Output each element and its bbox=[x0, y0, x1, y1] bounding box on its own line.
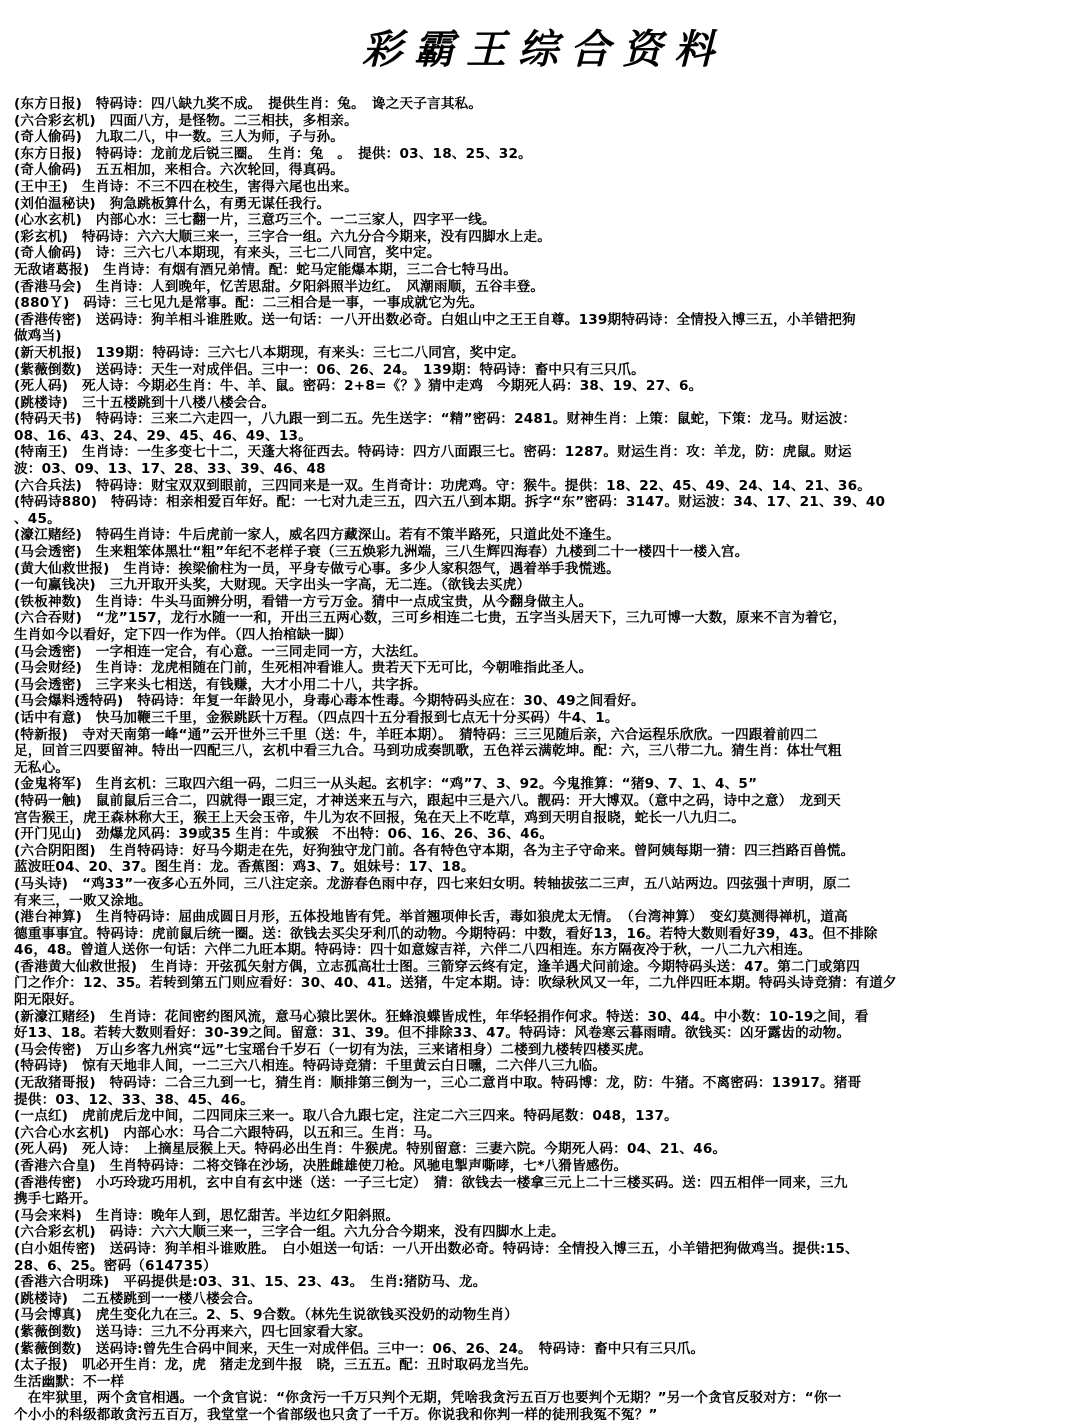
text-line: (香港马会) 生肖诗：人到晚年，忆苦思甜。夕阳斜照半边红。 风潮雨顺，五谷丰登。 bbox=[14, 278, 545, 295]
text-line: (马头诗) “鸡33”一夜多心五外同，三八注定亲。龙游春色雨中存，四七来妇女明。转轴拔弦二三声，五八站两边。四弦强十声明，原二 bbox=[14, 875, 851, 892]
text-line: 生肖如今以看好，定下四一作为伴。（四人抬棺缺一脚） bbox=[14, 627, 353, 643]
text-line: 门之作介：12、35。若转到第五门则应看好：30、40、41。送猪，牛定本期。诗：吹绿秋风又一年，二九伴四旺本期。特码头诗竞猜：有道夕 bbox=[14, 975, 897, 992]
text-line: 无敌诸葛报) 生肖诗：有烟有酒兄弟情。配：蛇马定能爆本期，三二合七特马出。 bbox=[14, 261, 517, 278]
text-line: (特码天书) 特码诗：三来二六走四一，八九跟一到二五。先生送字：“精”密码：2481。财神生肖：上策：鼠蛇，下策：龙马。财运波： bbox=[14, 411, 857, 428]
text-line: (话中有意) 快马加鞭三千里，金猴跳跃十万程。（四点四十五分看报到七点无十分买码）牛4、1。 bbox=[14, 709, 619, 726]
text-line: (特新报) 寺对天南第一峰“通”云开世外三千里（送：牛，羊旺本期）。 猜特码：三三见随后亲，六合运程乐欣欣。一四跟着前四二 bbox=[14, 726, 818, 743]
text-line: (六合兵法) 特码诗：财宝双双到眼前，三四同来是一双。生肖奇计：功虎鸡。守：猴牛。提供：18、22、45、49、24、14、21、36。 bbox=[14, 477, 872, 494]
text-line: 28、6、25。密码（614735） bbox=[14, 1257, 217, 1274]
text-line: (奇人偷码) 诗：三六七八本期现，有来头，三七二八同宫，奖中定。 bbox=[14, 245, 441, 262]
text-line: (六合吞财) “龙”157，龙行水随一一和，开出三五两心数，三可乡相连二七贵，五字当头居天下，三九可博一大数，原来不言为着它， bbox=[14, 610, 847, 627]
text-line: (紫薇倒数) 送马诗：三九不分再来六，四七回家看大家。 bbox=[14, 1323, 372, 1340]
text-line: 好13、18。若转大数则看好：30-39之间。留意：31、39。但不排除33、47。特码诗：风卷寒云暮雨晴。欲钱买：凶牙露齿的动物。 bbox=[14, 1025, 851, 1042]
text-line: (马会透密) 一字相连一定合，有心意。一三同走同一方，大法红。 bbox=[14, 643, 427, 660]
text-line: (马会透密) 生来粗笨体黑壮“粗”年纪不老样子衰（三五焕彩九洲端，三八生辉四海春）九楼到二十一楼四十一楼入宫。 bbox=[14, 544, 749, 561]
text-line: (香港传密) 送码诗：狗羊相斗谁胜败。送一句话：一八开出数必奇。白姐山中之王王自尊。139期特码诗：全情投入博三五，小羊错把狗 bbox=[14, 311, 856, 328]
text-line: (铁板神数) 生肖诗：牛头马面辨分明，看错一方亏万金。猜中一点成宝贵，从今翻身做主人。 bbox=[14, 593, 593, 610]
text-line: 阳无限好。 bbox=[14, 992, 83, 1009]
page-title: 彩霸王综合资料 bbox=[362, 26, 726, 73]
text-line: (死人码) 死人诗： 上摘星辰猴上天。特码必出生肖：牛猴虎。特别留意：三妻六院。今期死人码：04、21、46。 bbox=[14, 1141, 727, 1158]
text-line: (新天机报) 139期：特码诗：三六七八本期现，有来头：三七二八同宫，奖中定。 bbox=[14, 344, 525, 361]
text-line: (死人码) 死人诗：今期必生肖：牛、羊、鼠。密码：2+8=《？》猜中走鸡 今期死人码：38、19、27、6。 bbox=[14, 378, 703, 395]
text-line: (特码诗) 惊有天地非人间，一二三六八相连。特码诗竞猜：千里黄云白日曛，二六伴八三九临。 bbox=[14, 1058, 607, 1075]
text-line: 个小小的科级都敢贪污五百万，我堂堂一个省部级也只贪了一千万。你说我和你判一样的徒刑我冤不冤？” bbox=[14, 1406, 658, 1423]
text-line: 在牢狱里，两个贪官相遇。一个贪官说：“你贪污一千万只判个无期，凭啥我贪污五百万也要判个无期？”另一个贪官反驳对方：“你一 bbox=[14, 1390, 842, 1407]
text-line: (马会爆料透特码) 特码诗：年复一年龄见小，身毒心毒本性毒。今期特码头应在：30、49之间看好。 bbox=[14, 693, 645, 710]
text-line: (跳楼诗) 三十五楼跳到十八楼八楼会合。 bbox=[14, 394, 276, 411]
text-line: 波：03、09、13、17、28、33、39、46、48 bbox=[14, 461, 326, 478]
text-line: (马会财经) 生肖诗：龙虎相随在门前，生死相冲看谁人。贵若天下无可比，今朝唯指此圣人。 bbox=[14, 660, 593, 677]
text-line: (六合彩玄机) 码诗：六六大顺三来一，三字合一组。六九分合今期来，没有四脚水上走。 bbox=[14, 1224, 565, 1241]
text-line: 蓝波旺04、20、37。图生肖：龙。香蕉图：鸡3、7。姐妹号：17、18。 bbox=[14, 859, 475, 876]
text-line: 08、16、43、24、29、45、46、49、13。 bbox=[14, 427, 312, 444]
text-line: (心水玄机) 内部心水：三七翻一片，三意巧三个。一二三家人，四字平一线。 bbox=[14, 212, 496, 229]
text-line: (一句赢钱决) 三九开取开头奖，大财现。天字出头一字高，无二连。（欲钱去买虎） bbox=[14, 577, 531, 594]
text-line: (跳楼诗) 二五楼跳到一一楼八楼会合。 bbox=[14, 1290, 262, 1307]
text-line: (开门见山) 劲爆龙风码：39或35 生肖：牛或猴 不出特：06、16、26、36、46。 bbox=[14, 826, 554, 843]
text-line: 有来三，一败又涂地。 bbox=[14, 892, 152, 909]
text-line: (太子报) 叽必开生肖：龙，虎 猪走龙到牛报 晓，三五五。配：丑时取码龙当先。 bbox=[14, 1357, 538, 1374]
text-line: 提供：03、12、33、38、45、46。 bbox=[14, 1091, 255, 1108]
text-line: (特码诗880) 特码诗：相亲相爱百年好。配：一七对九走三五，四六五八到本期。拆字“东”密码：3147。财运波：34、17、21、39、40 bbox=[14, 494, 886, 511]
text-line: (特码一触) 鼠前鼠后三合二，四就得一跟三定，才神送来五与六，跟起中三是六八。靓码：开大博双。（意中之码，诗中之意） 龙到天 bbox=[14, 792, 841, 809]
text-line: 宫告猴王，虎王森林称大王，猴王上天会玉帝，牛儿为农不回报，兔在天上不吃草，鸡到天明自报晓，蛇长一八九归二。 bbox=[14, 809, 746, 826]
text-line: (新濠江赌经) 生肖诗：花间密约图风流，意马心猿比罢休。狂蜂浪蝶皆成性，年华轻捐作何求。特送：30、44。中小数：10-19之间，看 bbox=[14, 1008, 869, 1025]
text-line: (香港六合明珠) 平码提供是:03、31、15、23、43。 生肖:猪防马、龙。 bbox=[14, 1274, 487, 1291]
text-line: (香港六合皇) 生肖特码诗：二将交锋在沙场，决胜雌雄使刀枪。风驰电掣声嘶哮，七*八猾皆感伤。 bbox=[14, 1158, 628, 1174]
text-line: (马会透密) 三字来头七相送，有钱赚，大才小用二十八，共字拆。 bbox=[14, 676, 427, 693]
text-line: (奇人偷码) 九取二八，中一数。三人为师，子与孙。 bbox=[14, 129, 345, 146]
text-line: (一点红) 虎前虎后龙中间，二四同床三来一。取八合九跟七定，注定二六三四来。特码尾数：048，137。 bbox=[14, 1108, 678, 1125]
text-line: 46，48。曾道人送你一句话：六伴二九旺本期。特码诗：四十如意嫁吉祥，六伴二八四相连。东方隔夜冷于秋，一八二九六相连。 bbox=[14, 942, 812, 959]
text-line: (马会传密) 万山乡客九州宾“远”七宝瑶台千岁石（一切有为法，三来诸相身）二楼到九楼转四楼买虎。 bbox=[14, 1041, 653, 1058]
text-line: 做鸡当) bbox=[14, 328, 62, 345]
text-line: 足，回首三四要留神。特出一四配三八，玄机中看三九合。马到功成奏凯歌，五色祥云满乾坤。配：六，三八带二九。猜生肖：体壮气粗 bbox=[14, 743, 842, 760]
text-line: (金鬼将军) 生肖玄机：三取四六组一码，二归三一从头起。玄机字：“鸡”7、3、92。今鬼推算：“猪9、7、1、4、5” bbox=[14, 776, 758, 793]
text-line: (880Ｙ) 码诗：三七见九是常事。配：二三相合是一事，一事成就它为先。 bbox=[14, 295, 484, 312]
document-body bbox=[14, 96, 1078, 1424]
text-line: (香港传密) 小巧玲珑巧用机，玄中自有玄中迷（送：一子三七定） 猜：欲钱去一楼拿三元上二十三楼买码。送：四五相伴一同来，三九 bbox=[14, 1174, 848, 1191]
text-line: (黄大仙救世报) 生肖诗：挨梁偷柱为一员，平身专做亏心事。多少人家积怨气，遇着举手我慌逃。 bbox=[14, 560, 620, 577]
text-line: (特南王) 生肖诗：一生多变七十二，天蓬大将征西去。特码诗：四方八面跟三七。密码：1287。财运生肖：攻：羊龙，防：虎鼠。财运 bbox=[14, 444, 852, 461]
text-line: (马会博真) 虎生变化九在三。2、5、9合数。（林先生说欲钱买没奶的动物生肖） bbox=[14, 1307, 518, 1324]
text-line: (奇人偷码) 五五相加，来相合。六次轮回，得真码。 bbox=[14, 162, 345, 179]
text-line: (香港黄大仙救世报) 生肖诗：开弦孤矢射方偶，立志孤高壮士图。三箭穿云终有定，逢羊遇犬问前途。今期特码头送：47。第二门或第四 bbox=[14, 958, 860, 975]
text-line: (六合彩玄机) 四面八方，是怪物。二三相扶，多相亲。 bbox=[14, 112, 358, 129]
text-line: (六合心水玄机) 内部心水：马合二六跟特码，以五和三。生肖：马。 bbox=[14, 1124, 441, 1141]
text-line: (东方日报) 特码诗：四八缺九奖不成。 提供生肖：兔。 谗之天子言其私。 bbox=[14, 96, 483, 112]
text-line: (白小姐传密) 送码诗：狗羊相斗谁败胜。 白小姐送一句话：一八开出数必奇。特码诗：全情投入博三五，小羊错把狗做鸡当。提供:15、 bbox=[14, 1240, 859, 1257]
text-line: (彩玄机) 特码诗：六六大顺三来一，三字合一组。六九分合今期来，没有四脚水上走。 bbox=[14, 228, 551, 245]
text-line: 、45。 bbox=[14, 510, 61, 527]
text-line: (东方日报) 特码诗：龙前龙后锐三圈。 生肖：兔 。 提供：03、18、25、32。 bbox=[14, 145, 532, 162]
text-line: (无敌猪哥报) 特码诗：二合三九到一七，猜生肖：顺排第三倒为一，三心二意肖中取。特码博：龙，防：牛猪。不离密码：13917。猪哥 bbox=[14, 1075, 862, 1092]
text-line: (紫薇倒数) 送码诗:曾先生合码中间来，天生一对成伴侣。三中一：06、26、24。 特码诗：畜中只有三只爪。 bbox=[14, 1340, 705, 1357]
text-line: (马会来料) 生肖诗：晚年人到，思忆甜苦。半边红夕阳斜照。 bbox=[14, 1207, 400, 1224]
text-line: 德重事事宜。特码诗：虎前鼠后统一圈。送：欲钱去买尖牙利爪的动物。今期特码：中数，看好13，16。若特大数则看好39，43。但不排除 bbox=[14, 925, 878, 942]
text-line: (王中王) 生肖诗：不三不四在校生，害得六尾也出来。 bbox=[14, 178, 358, 195]
text-line: (紫薇倒数) 送码诗：天生一对成伴侣。三中一：06、26、24。 139期：特码诗：畜中只有三只爪。 bbox=[14, 361, 645, 378]
text-line: 生活幽默：不一样 bbox=[14, 1373, 125, 1390]
text-line: (港台神算) 生肖特码诗：屈曲成圆日月形，五体投地皆有凭。举首翘项伸长舌，毒如狼虎太无情。 （台湾神算） 变幻莫测得禅机，道高 bbox=[14, 909, 848, 926]
text-line: 无私心。 bbox=[14, 759, 70, 776]
text-line: (濠江赌经) 特码生肖诗：牛后虎前一家人，威名四方藏深山。若有不策半路死，只道此处不逢生。 bbox=[14, 527, 620, 544]
text-line: (刘伯温秘诀) 狗急跳板算什么，有勇无谋任我行。 bbox=[14, 195, 331, 212]
text-line: (六合阴阳图) 生肖特码诗：好马今期走在先，好狗独守龙门前。各有特色守本期，各为主子守命来。曾阿姨每期一猜：四三挡路百兽慌。 bbox=[14, 842, 855, 859]
text-line: 携手七路开。 bbox=[14, 1191, 97, 1208]
